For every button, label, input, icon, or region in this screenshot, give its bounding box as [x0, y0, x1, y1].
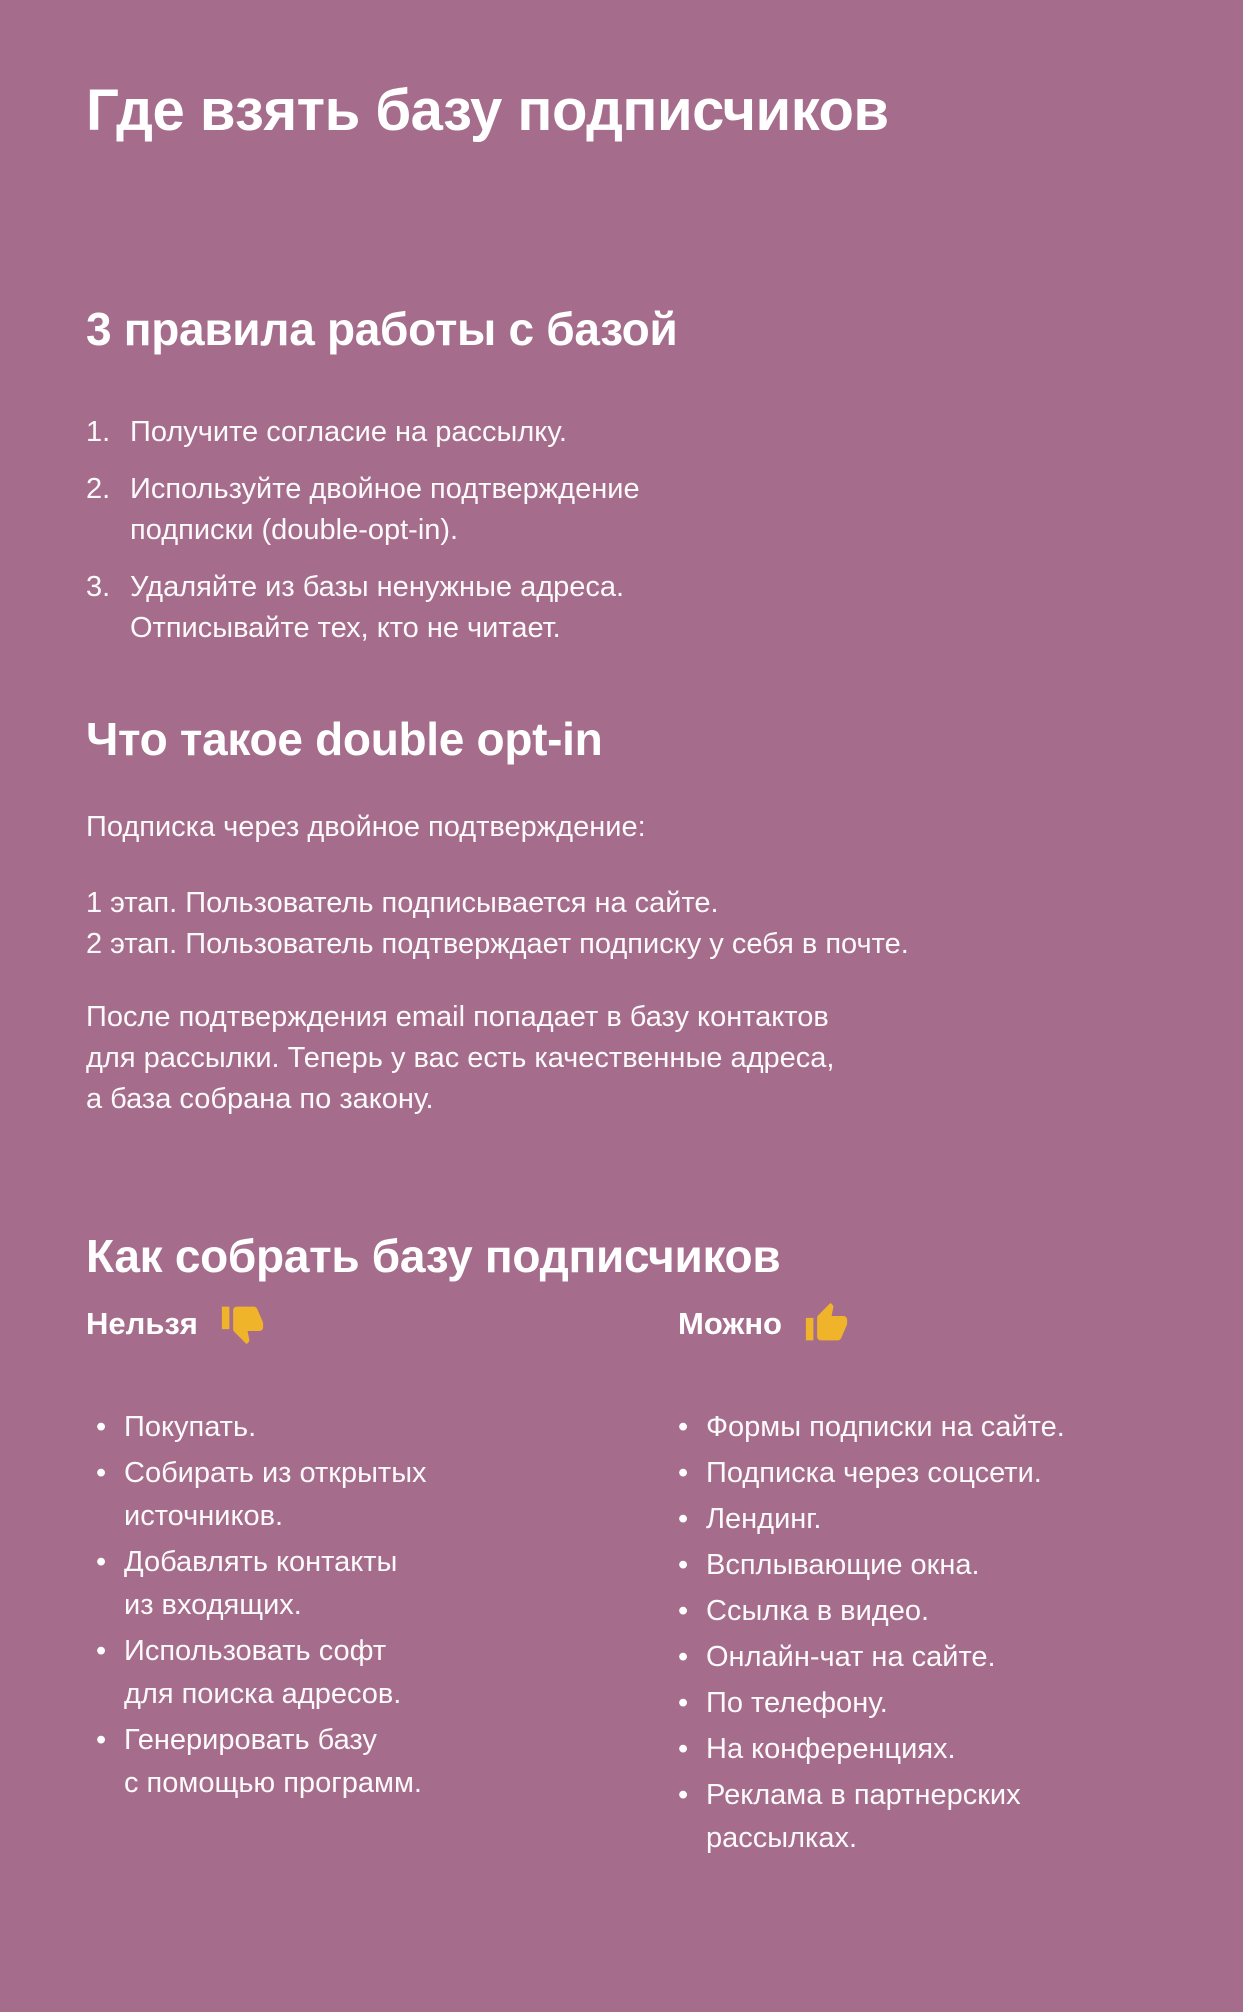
list-item-text: Генерировать базу с помощью программ.	[124, 1724, 422, 1800]
double-opt-in-heading: Что такое double opt-in	[86, 713, 603, 766]
rule-text: Удаляйте из базы ненужные адреса. Отписывайте тех, кто не читает.	[130, 571, 625, 645]
do-list	[678, 1406, 1183, 1860]
bullet-icon: •	[96, 1546, 107, 1579]
do-label-row	[678, 1301, 1183, 1346]
rule-number: 1.	[86, 416, 111, 449]
double-opt-in-intro: Подписка через двойное подтверждение:	[86, 810, 646, 843]
bullet-icon: •	[678, 1687, 689, 1720]
dont-list	[86, 1406, 678, 1805]
list-item-text: Собирать из открытых источников.	[124, 1457, 427, 1533]
page-title: Где взять базу подписчиков	[86, 78, 889, 143]
list-item	[96, 1719, 678, 1805]
list-item	[96, 1630, 678, 1716]
rule-number: 3.	[86, 571, 111, 604]
rule-item	[86, 412, 1183, 453]
bullet-icon: •	[96, 1724, 107, 1757]
list-item-text: По телефону.	[706, 1687, 888, 1720]
rule-number: 2.	[86, 473, 111, 506]
list-item-text: Лендинг.	[706, 1503, 822, 1536]
bullet-icon: •	[678, 1549, 689, 1582]
bullet-icon: •	[678, 1503, 689, 1536]
list-item	[678, 1682, 1183, 1725]
list-item	[678, 1406, 1183, 1449]
bullet-icon: •	[96, 1635, 107, 1668]
rule-item	[86, 567, 1183, 649]
list-item	[678, 1498, 1183, 1541]
list-item	[96, 1406, 678, 1449]
list-item	[678, 1452, 1183, 1495]
double-opt-in-steps	[86, 883, 1183, 965]
rules-heading: 3 правила работы с базой	[86, 302, 678, 355]
list-item-text: Формы подписки на сайте.	[706, 1411, 1065, 1444]
list-item	[678, 1590, 1183, 1633]
rules-list	[86, 412, 1183, 649]
bullet-icon: •	[96, 1457, 107, 1490]
list-item	[678, 1636, 1183, 1679]
bullet-icon: •	[678, 1411, 689, 1444]
thumbs-down-icon	[220, 1301, 265, 1346]
list-item	[96, 1541, 678, 1627]
bullet-icon: •	[96, 1411, 107, 1444]
bullet-icon: •	[678, 1641, 689, 1674]
dont-label: Нельзя	[86, 1305, 198, 1341]
rule-item	[86, 469, 1183, 551]
list-item	[678, 1774, 1183, 1860]
list-item-text: Реклама в партнерских рассылках.	[706, 1779, 1021, 1855]
do-column	[678, 1301, 1183, 1860]
list-item-text: Ссылка в видео.	[706, 1595, 930, 1628]
step-line: 2 этап. Пользователь подтверждает подписку у себя в почте.	[86, 927, 909, 960]
collect-heading: Как собрать базу подписчиков	[86, 1229, 781, 1282]
do-label: Можно	[678, 1305, 782, 1341]
rule-text: Используйте двойное подтверждение подписки (double-opt-in).	[130, 473, 640, 547]
list-item-text: На конференциях.	[706, 1733, 956, 1766]
list-item-text: Добавлять контакты из входящих.	[124, 1546, 398, 1622]
dont-label-row	[86, 1301, 678, 1346]
list-item-text: Онлайн-чат на сайте.	[706, 1641, 996, 1674]
list-item-text: Использовать софт для поиска адресов.	[124, 1635, 402, 1711]
collect-columns	[86, 1301, 1183, 1860]
bullet-icon: •	[678, 1779, 689, 1812]
bullet-icon: •	[678, 1595, 689, 1628]
infographic-page	[0, 78, 1243, 2012]
double-opt-in-closing: После подтверждения email попадает в базу контактов для рассылки. Теперь у вас есть качественные адреса, а база собрана по закону.	[86, 1000, 835, 1115]
list-item-text: Подписка через соцсети.	[706, 1457, 1042, 1490]
bullet-icon: •	[678, 1457, 689, 1490]
rule-text: Получите согласие на рассылку.	[130, 416, 567, 449]
list-item-text: Всплывающие окна.	[706, 1549, 980, 1582]
list-item-text: Покупать.	[124, 1411, 257, 1444]
dont-column	[86, 1301, 678, 1860]
thumbs-up-icon	[804, 1301, 849, 1346]
bullet-icon: •	[678, 1733, 689, 1766]
list-item	[678, 1728, 1183, 1771]
list-item	[678, 1544, 1183, 1587]
list-item	[96, 1452, 678, 1538]
step-line: 1 этап. Пользователь подписывается на сайте.	[86, 886, 719, 919]
